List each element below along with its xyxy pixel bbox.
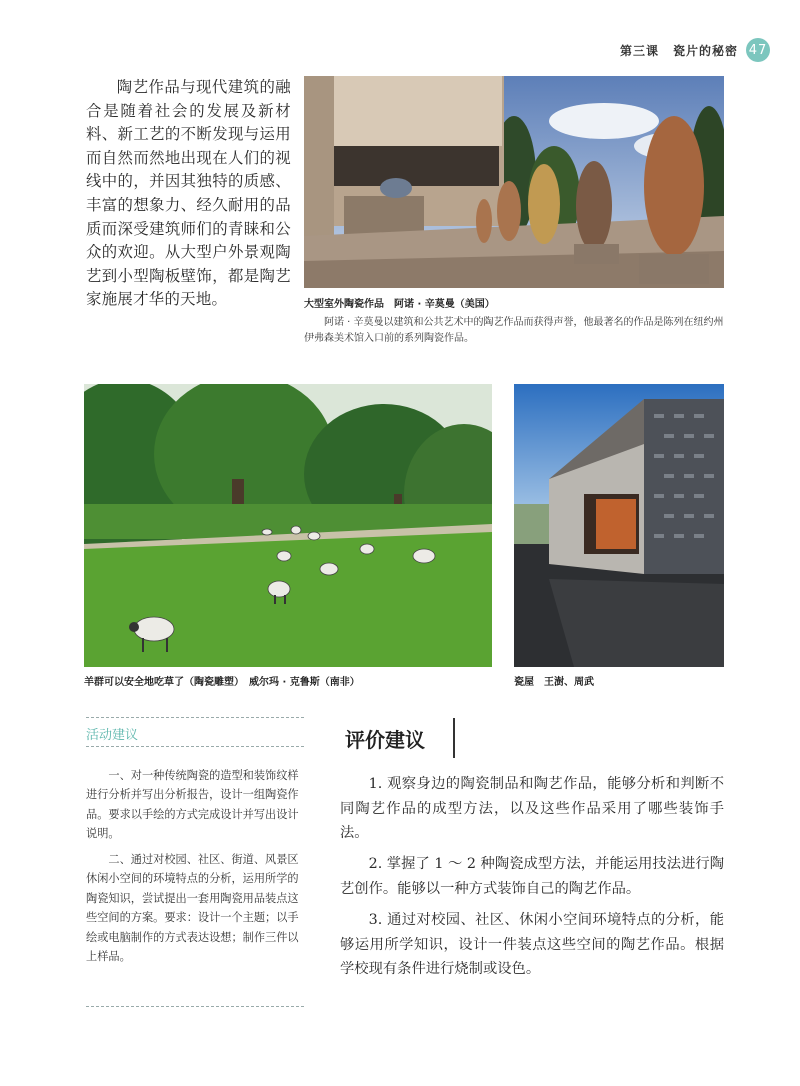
activity-top-rule bbox=[86, 717, 304, 718]
outdoor-caption: 大型室外陶瓷作品 阿诺 · 辛莫曼（美国） bbox=[304, 299, 495, 310]
house-caption: 瓷屋 王澍、周武 bbox=[514, 677, 594, 688]
evaluation-item-2: 2. 掌握了 1 ～ 2 种陶瓷成型方法，并能运用技法进行陶艺创作。能够以一种方式装饰自己的陶艺作品。 bbox=[340, 856, 724, 897]
outdoor-sculpture-photo bbox=[304, 76, 724, 288]
ceramic-house-photo bbox=[514, 384, 724, 667]
outdoor-description: 阿诺 · 辛莫曼以建筑和公共艺术中的陶艺作品而获得声誉，他最著名的作品是陈列在纽约州伊弗森美术馆入口前的系列陶瓷作品。 bbox=[304, 317, 724, 344]
evaluation-item-1: 1. 观察身边的陶瓷制品和陶艺作品，能够分析和判断不同陶艺作品的成型方法，以及这些作品采用了哪些装饰手法。 bbox=[340, 776, 724, 842]
evaluation-item-3: 3. 通过对校园、社区、休闲小空间环境特点的分析，能够运用所学知识，设计一件装点这些空间的陶艺作品。根据学校现有条件进行烧制或设色。 bbox=[340, 912, 724, 978]
evaluation-title: 评价建议 bbox=[345, 728, 425, 752]
page-header bbox=[540, 38, 770, 62]
activity-bottom-rule bbox=[86, 1006, 304, 1007]
chapter-title: 瓷片的秘密 bbox=[672, 43, 738, 58]
activity-title-rule bbox=[86, 746, 304, 747]
activity-item-1: 一、对一种传统陶瓷的造型和装饰纹样进行分析并写出分析报告，设计一组陶瓷作品。要求以手绘的方式完成设计并写出设计说明。 bbox=[86, 769, 299, 841]
sheep-sculpture-photo bbox=[84, 384, 492, 667]
evaluation-title-bar bbox=[453, 718, 455, 758]
page-number: 47 bbox=[746, 38, 770, 62]
lesson-label: 第三课 bbox=[619, 43, 659, 58]
activity-item-2: 二、通过对校园、社区、街道、风景区休闲小空间的环境特点的分析，运用所学的陶瓷知识，尝试提出一套用陶瓷用品装点这些空间的方案。要求：设计一个主题；以手绘或电脑制作的方式表达设想；制作三件以上样品。 bbox=[86, 853, 299, 964]
sheep-caption: 羊群可以安全地吃草了（陶瓷雕塑） 威尔玛 · 克鲁斯（南非） bbox=[84, 677, 360, 688]
intro-paragraph: 陶艺作品与现代建筑的融合是随着社会的发展及新材料、新工艺的不断发现与运用而自然而然地出现在人们的视线中的，并因其独特的质感、丰富的想象力、经久耐用的品质而深受建筑师们的青睐和公众的欢迎。从大型户外景观陶艺到小型陶板壁饰，都是陶艺家施展才华的天地。 bbox=[86, 78, 291, 309]
activity-title: 活动建议 bbox=[86, 728, 139, 743]
